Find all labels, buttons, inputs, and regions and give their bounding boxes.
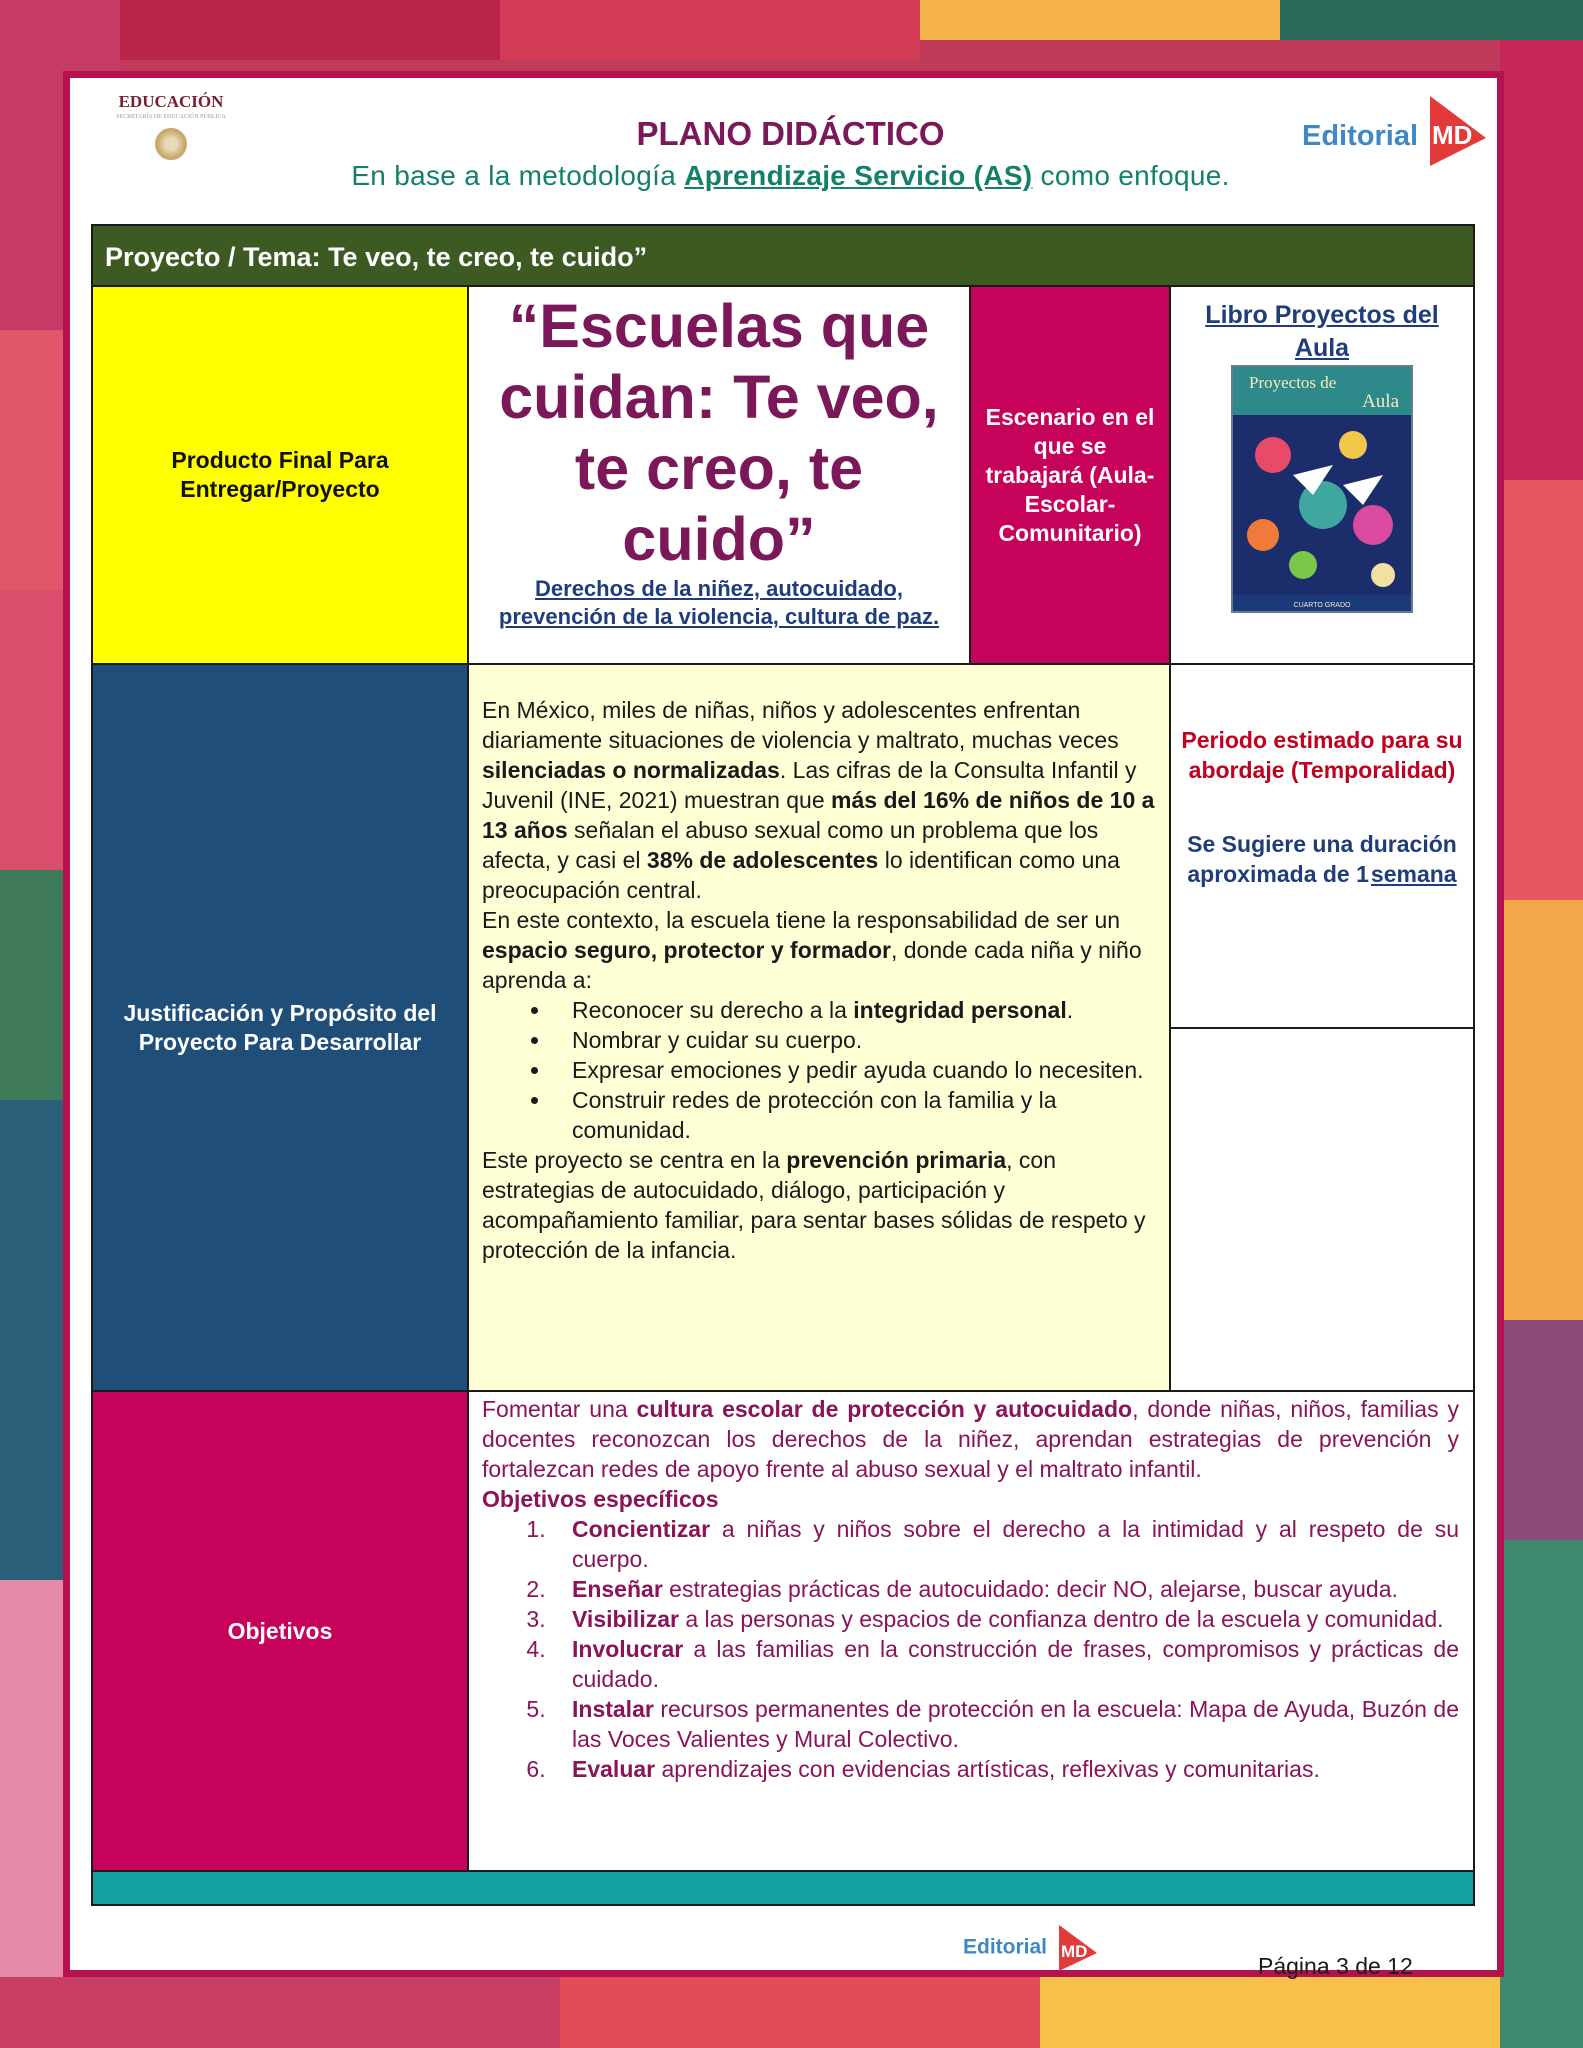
objectives-label: Objetivos xyxy=(227,1617,333,1644)
book-cover-illustration xyxy=(1233,415,1411,595)
text-run: Expresar emociones y pedir ayuda cuando lo necesiten. xyxy=(572,1057,1144,1083)
emphasis-text: silenciadas o normalizadas xyxy=(482,757,780,783)
justification-list xyxy=(482,995,1159,1145)
emphasis-text: prevención primaria xyxy=(786,1147,1007,1173)
emphasis-text: cultura escolar de protección y autocuidado xyxy=(636,1396,1133,1422)
list-item xyxy=(552,995,1159,1025)
product-label-cell xyxy=(91,285,469,665)
objectives-label-cell xyxy=(91,1390,469,1872)
page-title: PLANO DIDÁCTICO xyxy=(636,115,945,152)
text-run: Este proyecto se centra en la xyxy=(482,1147,787,1173)
page-number: Página 3 de 12 xyxy=(1258,1953,1413,1979)
text-run: a las personas y espacios de confianza dentro de la escuela y comunidad. xyxy=(678,1606,1444,1632)
document-page xyxy=(63,71,1504,1977)
list-item xyxy=(552,1574,1459,1604)
general-objective xyxy=(482,1394,1459,1484)
editorial-md-logo xyxy=(1302,96,1487,166)
text-run: Fomentar una xyxy=(482,1396,637,1422)
text-run: Construir redes de protección con la familia y la comunidad. xyxy=(572,1087,1057,1143)
list-item xyxy=(552,1085,1159,1145)
justification-paragraph-2 xyxy=(482,905,1159,995)
methodology-link: Aprendizaje Servicio (AS) xyxy=(684,160,1033,191)
justification-label-cell xyxy=(91,663,469,1392)
book-cover-title: Proyectos de xyxy=(1249,373,1337,392)
text-run: , donde niñas, niños, familias y docentes reconozcan los derechos de la niñez, aprendan estrategias de prevención y fortalezcan redes de apoyo frente al abuso sexual y el maltrato infantil. xyxy=(482,1396,1459,1482)
justification-paragraph-3 xyxy=(482,1145,1159,1265)
product-label: Producto Final Para Entregar/Proyecto xyxy=(171,447,389,502)
emphasis-text: Concientizar xyxy=(572,1516,711,1542)
emphasis-text: Enseñar xyxy=(572,1576,663,1602)
list-item xyxy=(552,1025,1159,1055)
list-item xyxy=(552,1055,1159,1085)
emphasis-text: integridad personal xyxy=(853,997,1067,1023)
footer-editorial-logo xyxy=(963,1925,1097,1971)
page-subtitle: En base a la metodología Aprendizaje Servicio (AS) como enfoque. xyxy=(351,160,1230,191)
agency-subtitle: SECRETARÍA DE EDUCACIÓN PÚBLICA xyxy=(116,114,226,120)
list-item xyxy=(552,1634,1459,1694)
book-cover-image xyxy=(1231,365,1413,613)
justification-label: Justificación y Propósito del Proyecto Para Desarrollar xyxy=(123,999,437,1055)
book-cover-grade: CUARTO GRADO xyxy=(1293,602,1351,609)
table-footer-bar xyxy=(91,1870,1475,1906)
product-title-cell xyxy=(467,285,971,665)
emphasis-text: más del 16% de niños de 10 a 13 años xyxy=(482,787,1155,843)
specific-objectives-title: Objetivos específicos xyxy=(482,1486,719,1512)
product-topics: Derechos de la niñez, autocuidado, prevención de la violencia, cultura de paz. xyxy=(498,576,940,629)
objectives-text-cell xyxy=(467,1390,1475,1872)
text-run: . Las cifras de la Consulta Infantil y Juvenil (INE, 2021) muestran que xyxy=(482,757,1137,813)
text-run: señalan el abuso sexual como un problema que los afecta, y casi el xyxy=(482,817,1099,873)
footer-brand-text: Editorial xyxy=(963,1935,1048,1959)
book-cell xyxy=(1169,285,1475,665)
project-theme-row: Proyecto / Tema: Te veo, te creo, te cuido” xyxy=(91,224,1475,287)
text-run: Nombrar y cuidar su cuerpo. xyxy=(572,1027,863,1053)
emphasis-text: Involucrar xyxy=(572,1636,684,1662)
text-run: recursos permanentes de protección en la escuela: Mapa de Ayuda, Buzón de las Voces Valientes y Mural Colectivo. xyxy=(572,1696,1459,1752)
text-run: , donde cada niña y niño aprenda a: xyxy=(482,937,1142,993)
emphasis-text: Evaluar xyxy=(572,1756,656,1782)
text-run: aprendizajes con evidencias artísticas, reflexivas y comunitarias. xyxy=(655,1756,1320,1782)
product-title: “Escuelas que cuidan: Te veo, te creo, te cuido” xyxy=(499,292,939,573)
emphasis-text: 38% de adolescentes xyxy=(646,847,879,873)
emphasis-text: Visibilizar xyxy=(572,1606,679,1632)
text-run: , con estrategias de autocuidado, diálogo, participación y acompañamiento familiar, para sentar bases sólidas de respeto y protección de la infancia. xyxy=(482,1147,1146,1263)
text-run: a las familias en la construcción de frases, compromisos y prácticas de cuidado. xyxy=(572,1636,1459,1692)
justification-paragraph-1 xyxy=(482,695,1159,905)
footer-md-logo-icon xyxy=(1053,1925,1097,1971)
svg-text:MD: MD xyxy=(1432,120,1473,150)
scenario-label: Escenario en el que se trabajará (Aula-Escolar-Comunitario) xyxy=(985,403,1155,546)
brand-text: Editorial xyxy=(1302,120,1419,152)
text-run: Reconocer su derecho a la xyxy=(572,997,854,1023)
text-run: En México, miles de niñas, niños y adolescentes enfrentan diariamente situaciones de violencia y maltrato, muchas veces xyxy=(482,697,1119,753)
book-cover-title2: Aula xyxy=(1362,391,1399,412)
justification-text-cell xyxy=(467,663,1171,1392)
period-cell xyxy=(1169,663,1475,1029)
svg-text:MD: MD xyxy=(1060,1942,1088,1961)
agency-name: EDUCACIÓN xyxy=(118,92,224,111)
text-run: estrategias prácticas de autocuidado: decir NO, alejarse, buscar ayuda. xyxy=(662,1576,1398,1602)
text-run: En este contexto, la escuela tiene la responsabilidad de ser un xyxy=(482,907,1121,933)
list-item xyxy=(552,1754,1459,1784)
list-item xyxy=(552,1694,1459,1754)
book-label: Libro Proyectos del Aula xyxy=(1205,301,1439,362)
text-run: . xyxy=(1066,997,1074,1023)
md-logo-icon xyxy=(1420,96,1486,166)
text-run: a niñas y niños sobre el derecho a la intimidad y al respeto de su cuerpo. xyxy=(572,1516,1459,1572)
emphasis-text: Instalar xyxy=(572,1696,654,1722)
period-value: Se Sugiere una duración aproximada de 1semana xyxy=(1187,831,1457,887)
list-item xyxy=(552,1514,1459,1574)
period-label: Periodo estimado para su abordaje (Temporalidad) xyxy=(1181,727,1463,783)
scenario-cell xyxy=(969,285,1171,665)
emphasis-text: espacio seguro, protector y formador xyxy=(482,937,891,963)
specific-objectives-list xyxy=(482,1514,1459,1784)
list-item xyxy=(552,1604,1459,1634)
text-run: lo identifican como una preocupación central. xyxy=(482,847,1120,903)
empty-cell xyxy=(1169,1027,1475,1392)
